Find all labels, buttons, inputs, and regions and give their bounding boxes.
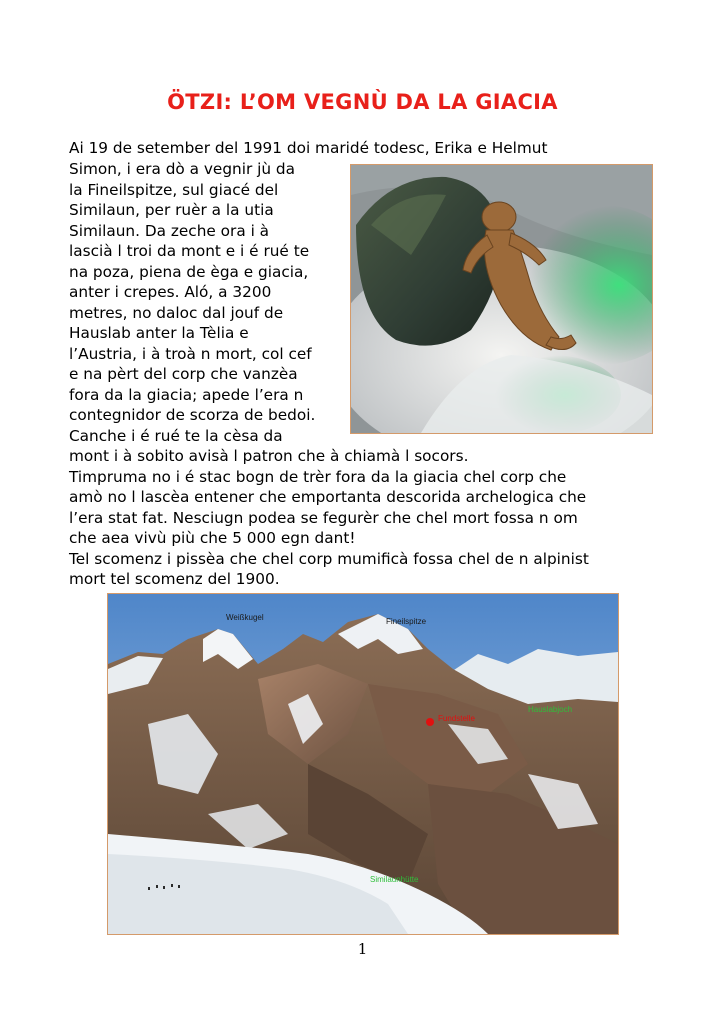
mountain-photo [107, 593, 619, 935]
text-line: mort tel scomenz del 1900. [69, 570, 280, 588]
page-number: 1 [357, 940, 368, 958]
text-line: l’Austria, i à troà n mort, col cef [69, 344, 312, 363]
mummy-photo [350, 164, 653, 434]
mummy-illustration [351, 165, 652, 433]
label-find-site: Fundstelle [438, 714, 475, 723]
find-site-marker [426, 718, 434, 726]
text-line: Tel scomenz i pissèa che chel corp mumificà fossa chel de n alpinist [69, 549, 589, 568]
text-line: fora da la giacia; apede l’era n [69, 385, 304, 404]
text-line: Similaun. Da zeche ora i à [69, 221, 270, 240]
text-line: che aea vivù più che 5 000 egn dant! [69, 529, 356, 547]
text-line: Canche i é rué te la cèsa da [69, 426, 283, 445]
text-line: anter i crepes. Aló, a 3200 [69, 283, 272, 301]
text-line: Timpruma no i é stac bogn de trèr fora da la giacia chel corp che [69, 467, 567, 486]
page-title: ÖTZI: L’OM VEGNÙ DA LA GIACIA [167, 90, 558, 114]
text-line: e na pèrt del corp che vanzèa [69, 365, 298, 383]
text-line: na poza, piena de èga e giacia, [69, 262, 309, 281]
text-line: amò no l lascèa entener che emportanta descorida archelogica che [69, 488, 587, 506]
text-line: mont i à sobito avisà l patron che à chiamà l socors. [69, 447, 469, 465]
paragraph-narrow-block [69, 159, 359, 446]
text-line: lascià l troi da mont e i é rué te [69, 242, 310, 260]
text-line: l’era stat fat. Nesciugn podea se fegurèr che chel mort fossa n om [69, 508, 578, 527]
label-peak-2: Fineilspitze [386, 617, 427, 626]
label-pass: Hauslabjoch [528, 705, 573, 714]
label-peak-1: Weißkugel [226, 613, 264, 622]
text-line: contegnidor de scorza de bedoi. [69, 406, 316, 424]
text-line: Similaun, per ruèr a la utia [69, 201, 274, 219]
text-line: metres, no daloc dal jouf de [69, 303, 284, 322]
mountain-illustration [108, 594, 618, 934]
paragraph-first-line: Ai 19 de setember del 1991 doi maridé todesc, Erika e Helmut [69, 139, 548, 157]
text-line: Hauslab anter la Tèlia e [69, 324, 249, 342]
text-line: Simon, i era dò a vegnir jù da [69, 160, 296, 178]
paragraph-full-block [69, 446, 659, 590]
label-hut: Similaunhütte [370, 875, 419, 884]
text-line: la Fineilspitze, sul giacé del [69, 180, 279, 199]
